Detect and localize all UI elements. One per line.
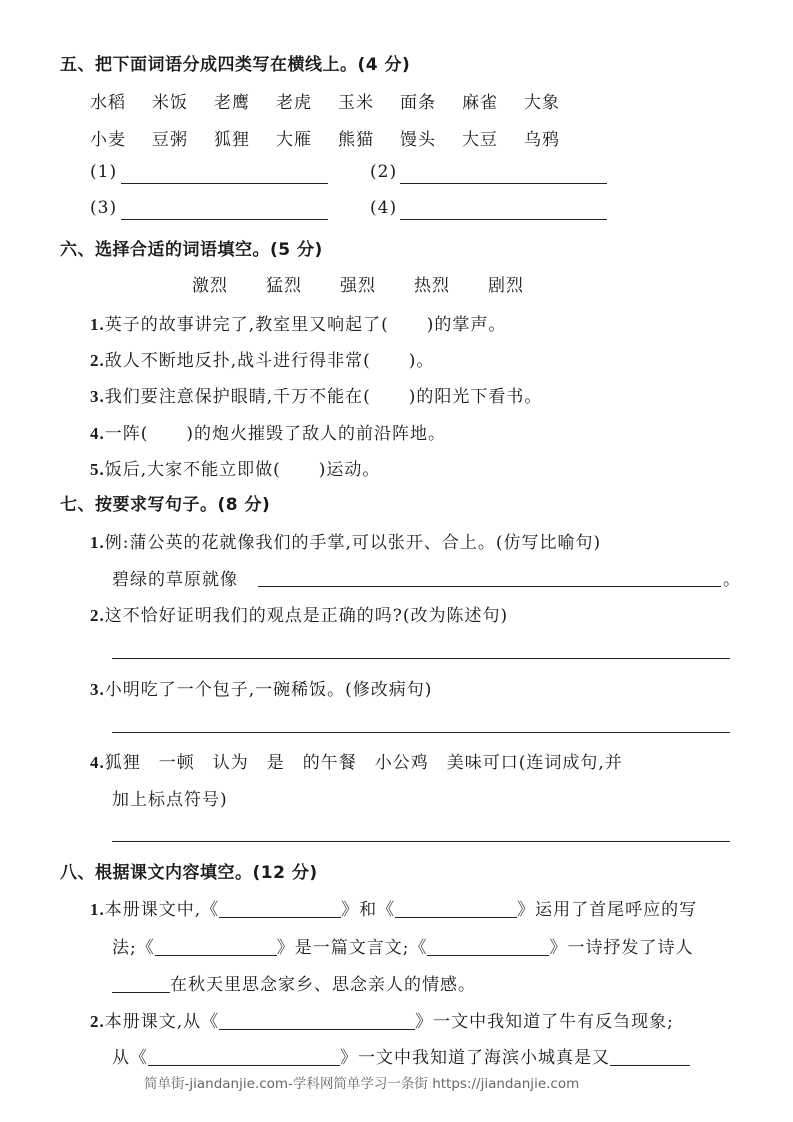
question-7-4: 4.狐狸 一顿 认为 是 的午餐 小公鸡 美味可口(连词成句,并 — [90, 753, 623, 773]
section-5-heading: 五、把下面词语分成四类写在横线上。(4 分) — [60, 55, 411, 75]
answer-line-7-2[interactable] — [112, 658, 730, 659]
word: 米饭 — [152, 93, 188, 113]
choice: 激烈 — [192, 276, 228, 296]
question-8-1-line-3: 在秋天里思念家乡、思念亲人的情感。 — [112, 970, 476, 995]
word: 乌鸦 — [524, 130, 560, 150]
word-list-row-1 — [90, 88, 586, 113]
blank-label-4: (4) — [370, 198, 398, 218]
answer-line-1[interactable] — [121, 183, 328, 184]
question-6-1: 1.英子的故事讲完了,教室里又响起了( )的掌声。 — [90, 315, 507, 335]
answer-line-7-3[interactable] — [112, 732, 730, 733]
question-7-1-prompt: 碧绿的草原就像 — [112, 570, 238, 590]
question-6-3: 3.我们要注意保护眼睛,千万不能在( )的阳光下看书。 — [90, 387, 543, 407]
blank-label-2: (2) — [370, 162, 398, 182]
fill-blank[interactable] — [427, 939, 549, 956]
fill-blank[interactable] — [395, 901, 517, 918]
choice: 猛烈 — [266, 276, 302, 296]
answer-line-2[interactable] — [400, 183, 607, 184]
question-6-2: 2.敌人不断地反扑,战斗进行得非常( )。 — [90, 351, 435, 371]
word: 大雁 — [276, 130, 312, 150]
question-8-2-line-2: 从《 》一文中我知道了海滨小城真是又 — [112, 1043, 690, 1068]
question-6-5: 5.饭后,大家不能立即做( )运动。 — [90, 460, 381, 480]
word: 老鹰 — [214, 93, 250, 113]
question-7-1-end: 。 — [723, 570, 741, 590]
word: 小麦 — [90, 130, 126, 150]
fill-blank[interactable] — [112, 976, 170, 993]
choice: 热烈 — [414, 276, 450, 296]
word: 玉米 — [338, 93, 374, 113]
word: 水稻 — [90, 93, 126, 113]
answer-line-3[interactable] — [121, 219, 328, 220]
section-8-heading: 八、根据课文内容填空。(12 分) — [60, 863, 318, 883]
fill-blank[interactable] — [610, 1049, 690, 1066]
blank-label-1: (1) — [90, 162, 118, 182]
choice: 强烈 — [340, 276, 376, 296]
word: 大豆 — [462, 130, 498, 150]
question-7-3: 3.小明吃了一个包子,一碗稀饭。(修改病句) — [90, 680, 433, 700]
fill-blank[interactable] — [219, 1013, 415, 1030]
word-list-row-2 — [90, 125, 586, 150]
word: 豆粥 — [152, 130, 188, 150]
answer-line-7-1[interactable] — [258, 586, 721, 587]
fill-blank[interactable] — [155, 939, 277, 956]
section-6-heading: 六、选择合适的词语填空。(5 分) — [60, 240, 323, 260]
word: 麻雀 — [462, 93, 498, 113]
question-6-4: 4.一阵( )的炮火摧毁了敌人的前沿阵地。 — [90, 424, 447, 444]
fill-blank[interactable] — [148, 1049, 340, 1066]
question-8-1-line-2: 法;《 》是一篇文言文;《 》一诗抒发了诗人 — [112, 938, 694, 958]
answer-line-4[interactable] — [400, 219, 607, 220]
word: 面条 — [400, 93, 436, 113]
fill-blank[interactable] — [219, 901, 341, 918]
question-7-1: 1.例:蒲公英的花就像我们的手掌,可以张开、合上。(仿写比喻句) — [90, 533, 602, 553]
word: 熊猫 — [338, 130, 374, 150]
question-8-2-line-1: 2.本册课文,从《 》一文中我知道了牛有反刍现象; — [90, 1012, 674, 1032]
question-8-1-line-1: 1.本册课文中,《 》和《 》运用了首尾呼应的写 — [90, 900, 698, 920]
answer-line-7-4[interactable] — [112, 841, 730, 842]
word-choices — [192, 271, 562, 296]
word: 老虎 — [276, 93, 312, 113]
question-7-4-cont: 加上标点符号) — [112, 790, 228, 810]
choice: 剧烈 — [488, 276, 524, 296]
question-7-2: 2.这不恰好证明我们的观点是正确的吗?(改为陈述句) — [90, 606, 509, 626]
word: 馒头 — [400, 130, 436, 150]
section-7-heading: 七、按要求写句子。(8 分) — [60, 495, 271, 515]
blank-label-3: (3) — [90, 198, 118, 218]
word: 大象 — [524, 93, 560, 113]
footer-watermark: 简单街-jiandanjie.com-学科网简单学习一条街 https://jiandanjie.com — [144, 1076, 580, 1092]
word: 狐狸 — [214, 130, 250, 150]
